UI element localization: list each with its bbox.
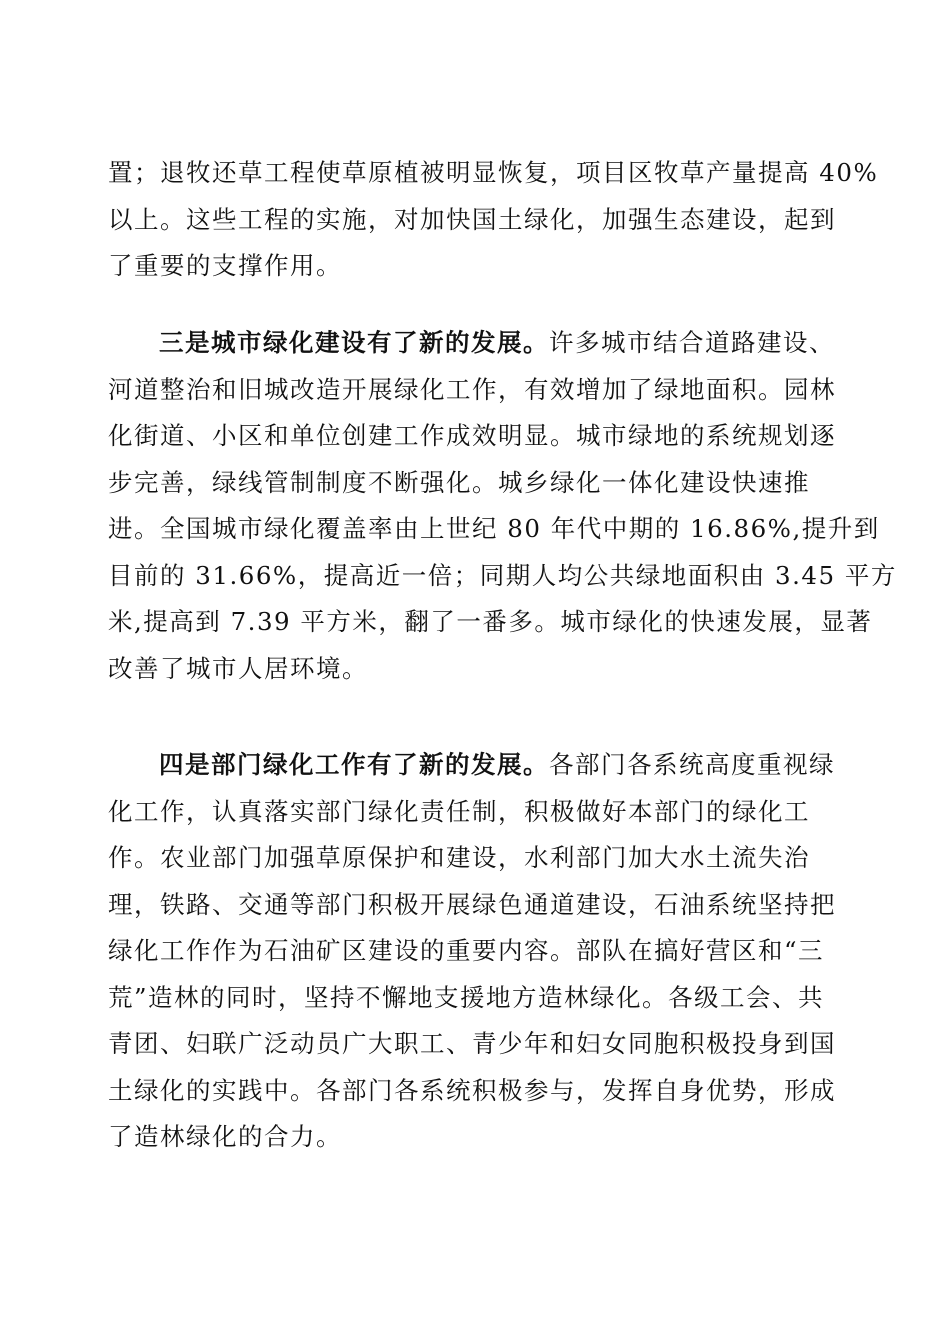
text-line: 了造林绿化的合力。: [108, 1122, 342, 1151]
paragraph-urban-greening: [108, 320, 897, 692]
first-line-rest: 各部门各系统高度重视绿: [549, 750, 835, 779]
paragraph-department-greening: [108, 742, 848, 1161]
text-line: 以上。这些工程的实施，对加快国土绿化，加强生态建设，起到: [108, 204, 836, 234]
text-line: 青团、妇联广泛动员广大职工、青少年和妇女同胞积极投身到国: [108, 1029, 836, 1058]
text-line: 作。农业部门加强草原保护和建设，水利部门加大水土流失治: [108, 843, 810, 872]
text-line: 河道整治和旧城改造开展绿化工作，有效增加了绿地面积。园林: [108, 374, 836, 404]
paragraph-lead-heading: 四是部门绿化工作有了新的发展。: [159, 750, 549, 779]
text-line: 改善了城市人居环境。: [108, 653, 368, 683]
first-line-rest: 许多城市结合道路建设、: [549, 328, 835, 357]
text-line: 荒”造林的同时，坚持不懈地支援地方造林绿化。各级工会、共: [108, 982, 825, 1012]
text-line: 土绿化的实践中。各部门各系统积极参与，发挥自身优势，形成: [108, 1075, 836, 1105]
text-line: 进。全国城市绿化覆盖率由上世纪 80 年代中期的 16.86%,提升到: [108, 514, 880, 543]
text-line: 绿化工作作为石油矿区建设的重要内容。部队在搞好营区和“三: [108, 936, 825, 965]
text-line: 目前的 31.66%，提高近一倍；同期人均公共绿地面积由 3.45 平方: [108, 560, 897, 590]
text-line: 步完善，绿线管制制度不断强化。城乡绿化一体化建设快速推: [108, 467, 810, 497]
paragraph-lead-heading: 三是城市绿化建设有了新的发展。: [159, 328, 549, 357]
paragraph-continuation: [108, 150, 879, 290]
text-line: 置；退牧还草工程使草原植被明显恢复，项目区牧草产量提高 40%: [108, 158, 879, 187]
text-line-first: [108, 320, 848, 367]
text-line: 理，铁路、交通等部门积极开展绿色通道建设，石油系统坚持把: [108, 889, 836, 919]
text-line: 化工作，认真落实部门绿化责任制，积极做好本部门的绿化工: [108, 796, 810, 826]
text-line: 化街道、小区和单位创建工作成效明显。城市绿地的系统规划逐: [108, 421, 836, 450]
text-line: 米,提高到 7.39 平方米，翻了一番多。城市绿化的快速发展，显著: [108, 607, 873, 636]
text-line-first: [108, 742, 848, 789]
text-line: 了重要的支撑作用。: [108, 251, 342, 280]
